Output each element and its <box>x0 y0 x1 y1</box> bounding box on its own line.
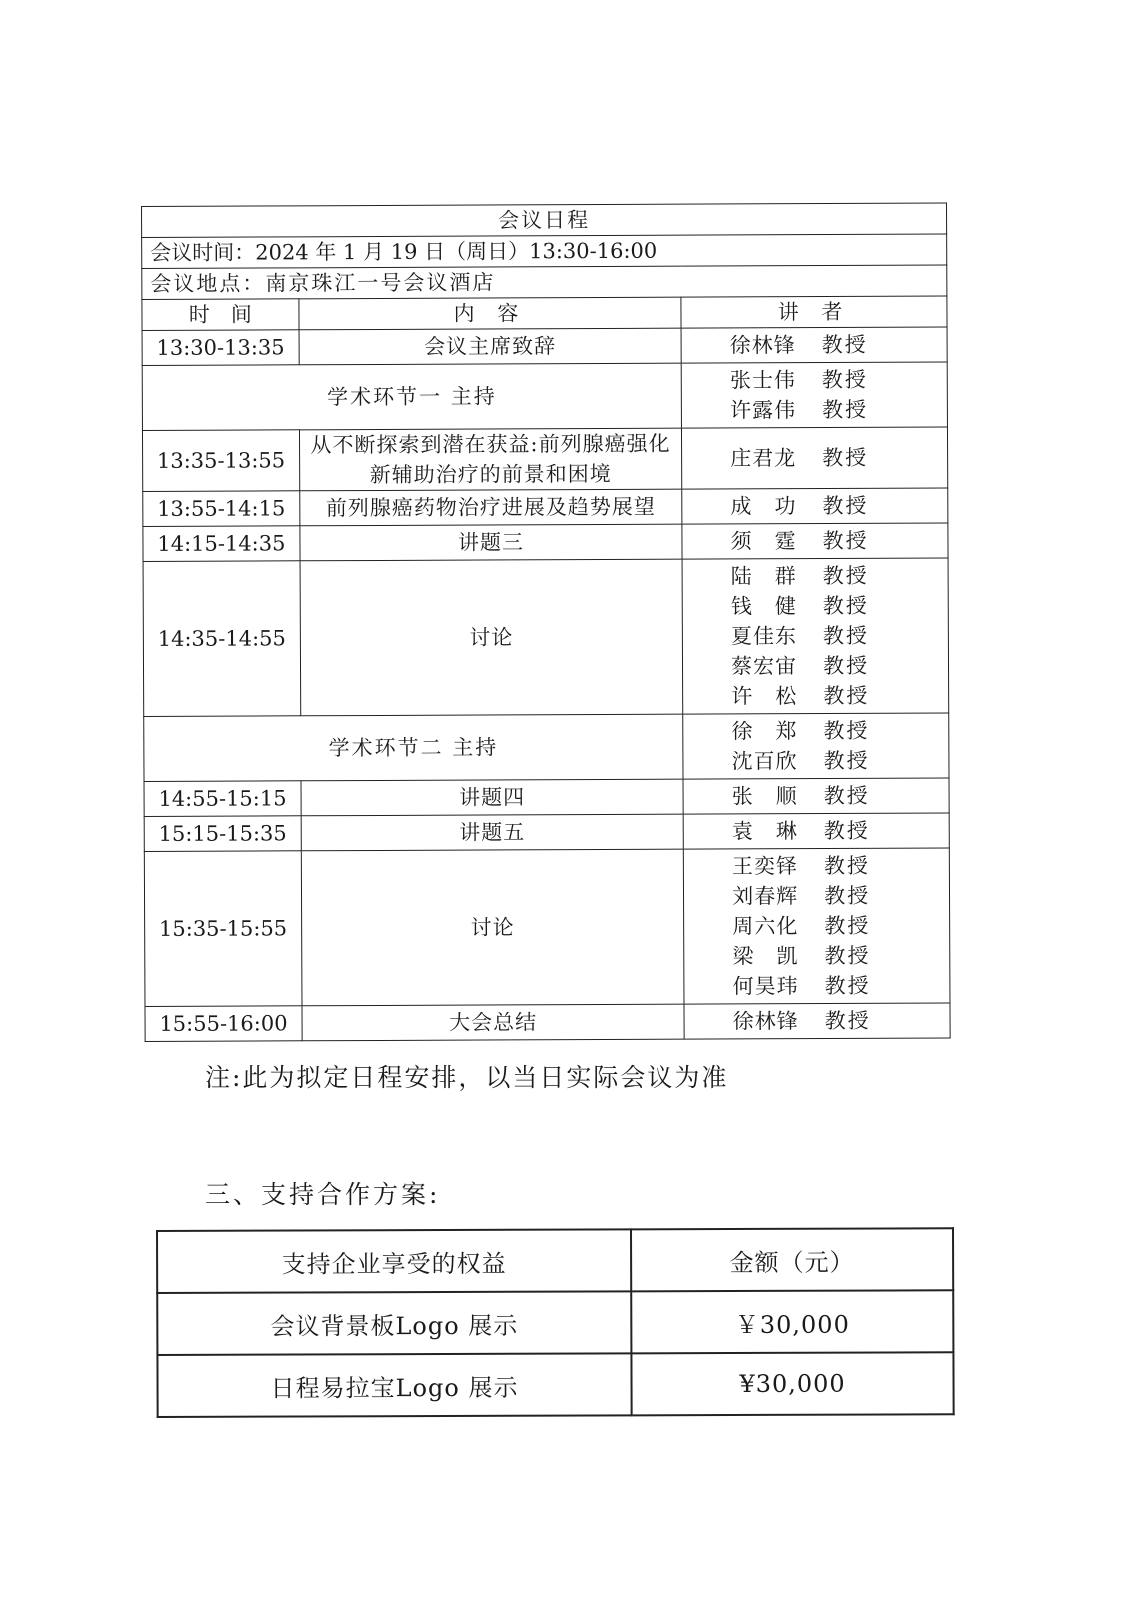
agenda-topic-text: 讲题四 <box>459 785 526 810</box>
agenda-topic-text: 前列腺癌药物治疗进展及趋势展望 <box>325 494 656 521</box>
speaker-name: 徐 郑 <box>731 719 798 744</box>
header-topic: 内 容 <box>299 297 681 330</box>
speaker-title: 教授 <box>823 783 870 809</box>
speaker-title: 教授 <box>824 973 871 999</box>
agenda-row <box>143 488 948 527</box>
speaker-entry <box>682 364 947 395</box>
speaker-title: 教授 <box>822 593 869 619</box>
session-chair-label: 学术环节一 主持 <box>142 363 681 430</box>
speaker-entry <box>683 650 948 681</box>
agenda-speakers <box>682 558 949 714</box>
agenda-speakers <box>683 848 950 1004</box>
speaker-entry <box>684 850 949 881</box>
speaker-name: 庄君龙 <box>730 446 797 471</box>
speaker-name: 王奕铎 <box>731 854 799 879</box>
speaker-name: 沈百欣 <box>731 749 798 774</box>
speaker-entry <box>684 745 949 776</box>
speaker-name: 许露伟 <box>729 398 797 423</box>
support-row <box>157 1290 953 1355</box>
support-amount: ￥30,000 <box>631 1290 953 1353</box>
speaker-name: 刘春辉 <box>732 884 799 909</box>
agenda-session-row <box>142 362 947 431</box>
speaker-name: 蔡宏宙 <box>731 654 798 679</box>
speaker-entry <box>682 490 947 521</box>
agenda-row <box>144 813 949 852</box>
agenda-speakers <box>682 523 948 559</box>
speaker-title: 教授 <box>824 913 871 939</box>
agenda-row <box>142 427 947 492</box>
agenda-speakers <box>682 488 948 524</box>
speaker-entry <box>684 940 949 971</box>
agenda-speakers <box>683 778 949 814</box>
speaker-title: 教授 <box>822 445 869 471</box>
speaker-name: 周六化 <box>732 914 799 939</box>
speaker-title: 教授 <box>823 853 871 879</box>
header-benefit: 支持企业享受的权益 <box>157 1229 631 1293</box>
speaker-title: 教授 <box>823 748 870 774</box>
speaker-title: 教授 <box>824 883 871 909</box>
agenda-row <box>143 523 948 562</box>
agenda-speakers <box>684 1003 950 1039</box>
agenda-title-row <box>142 203 947 238</box>
speaker-entry <box>684 780 949 811</box>
speaker-title: 教授 <box>821 397 869 423</box>
speaker-name: 成 功 <box>730 494 797 519</box>
agenda-venue-row <box>142 265 947 300</box>
speaker-name: 张士伟 <box>729 368 796 393</box>
agenda-speakers <box>683 813 949 849</box>
speaker-title: 教授 <box>822 493 869 519</box>
agenda-topic-text: 会议主席致辞 <box>424 334 557 359</box>
agenda-row <box>144 848 950 1007</box>
agenda-speakers <box>683 713 949 779</box>
agenda-row <box>144 778 949 817</box>
agenda-header-row <box>142 296 947 331</box>
speaker-name: 钱 健 <box>730 594 797 619</box>
speaker-entry <box>684 910 949 941</box>
agenda-row <box>145 1003 950 1042</box>
speaker-entry <box>684 815 949 846</box>
speaker-name: 夏佳东 <box>730 624 798 649</box>
header-amount: 金额（元） <box>631 1228 953 1291</box>
speaker-name: 袁 琳 <box>731 819 798 844</box>
speaker-entry <box>682 394 947 425</box>
support-benefit: 会议背景板Logo 展示 <box>157 1291 631 1355</box>
speaker-entry <box>684 880 949 911</box>
speaker-entry <box>685 1005 950 1036</box>
agenda-topic <box>300 489 682 526</box>
agenda-time: 15:55-16:00 <box>145 1006 302 1042</box>
agenda-time: 13:35-13:55 <box>142 430 299 492</box>
session-chair-label: 学术环节二 主持 <box>144 714 683 781</box>
agenda-speakers <box>682 427 948 489</box>
agenda-speakers <box>681 362 947 428</box>
agenda-topic-text: 讲题三 <box>457 530 525 555</box>
agenda-topic <box>301 849 684 1006</box>
agenda-speakers <box>681 327 947 363</box>
agenda-time-line: 会议时间：2024 年 1 月 19 日（周日）13:30-16:00 <box>142 234 947 269</box>
speaker-title: 教授 <box>821 332 868 358</box>
speaker-name: 许 松 <box>731 684 798 709</box>
agenda-topic-text: 大会总结 <box>448 1010 538 1035</box>
agenda-topic <box>299 428 682 491</box>
speaker-name: 徐林锋 <box>729 333 796 358</box>
speaker-entry <box>683 680 948 711</box>
agenda-table <box>141 202 951 1042</box>
speaker-entry <box>682 442 947 473</box>
agenda-time: 13:55-14:15 <box>143 491 300 527</box>
agenda-session-row <box>144 713 949 782</box>
speaker-name: 张 顺 <box>731 784 798 809</box>
speaker-name: 梁 凯 <box>732 944 799 969</box>
agenda-row <box>143 558 949 717</box>
header-speaker: 讲 者 <box>681 296 947 328</box>
speaker-name: 须 霆 <box>730 529 797 554</box>
speaker-name: 徐林锋 <box>732 1009 799 1034</box>
speaker-title: 教授 <box>823 683 870 709</box>
support-table <box>156 1227 955 1418</box>
speaker-title: 教授 <box>823 653 870 679</box>
agenda-time: 14:35-14:55 <box>143 561 301 717</box>
speaker-entry <box>683 525 948 556</box>
support-row <box>157 1352 953 1417</box>
agenda-topic-text: 从不断探索到潜在获益:前列腺癌强化新辅助治疗的前景和困境 <box>310 431 671 488</box>
agenda-topic <box>300 559 683 716</box>
agenda-time: 14:55-15:15 <box>144 781 301 817</box>
support-amount: ¥30,000 <box>631 1352 953 1415</box>
speaker-title: 教授 <box>824 943 871 969</box>
agenda-time: 15:15-15:35 <box>144 816 301 852</box>
speaker-entry <box>682 329 947 360</box>
speaker-title: 教授 <box>822 528 869 554</box>
speaker-entry <box>683 590 948 621</box>
agenda-topic <box>301 779 683 816</box>
support-header-row <box>157 1228 953 1293</box>
agenda-time: 15:35-15:55 <box>144 851 302 1007</box>
header-time: 时 间 <box>142 299 299 331</box>
agenda-time: 13:30-13:35 <box>142 330 299 366</box>
speaker-entry <box>684 970 949 1001</box>
speaker-entry <box>683 715 948 746</box>
speaker-title: 教授 <box>823 718 870 744</box>
support-benefit: 日程易拉宝Logo 展示 <box>157 1353 631 1417</box>
section-heading: 三、支持合作方案: <box>205 1180 441 1209</box>
speaker-name: 陆 群 <box>730 564 797 589</box>
agenda-title: 会议日程 <box>142 203 947 238</box>
speaker-title: 教授 <box>823 818 870 844</box>
speaker-title: 教授 <box>822 563 869 589</box>
speaker-name: 何昊玮 <box>732 974 799 999</box>
agenda-topic-text: 讲题五 <box>459 820 526 845</box>
agenda-topic <box>300 524 682 561</box>
speaker-entry <box>683 620 948 651</box>
agenda-row <box>142 327 947 366</box>
agenda-time-row <box>142 234 947 269</box>
speaker-title: 教授 <box>821 367 868 393</box>
agenda-time: 14:15-14:35 <box>143 526 300 562</box>
agenda-topic <box>301 814 683 851</box>
agenda-topic <box>299 328 681 365</box>
speaker-title: 教授 <box>824 1008 871 1034</box>
speaker-entry <box>683 560 948 591</box>
agenda-topic-text: 讨论 <box>470 915 515 940</box>
schedule-note: 注:此为拟定日程安排，以当日实际会议为准 <box>205 1063 729 1092</box>
agenda-topic <box>302 1004 684 1041</box>
agenda-topic-text: 讨论 <box>469 625 514 650</box>
agenda-venue-line: 会议地点：南京珠江一号会议酒店 <box>142 265 947 300</box>
speaker-title: 教授 <box>822 623 870 649</box>
